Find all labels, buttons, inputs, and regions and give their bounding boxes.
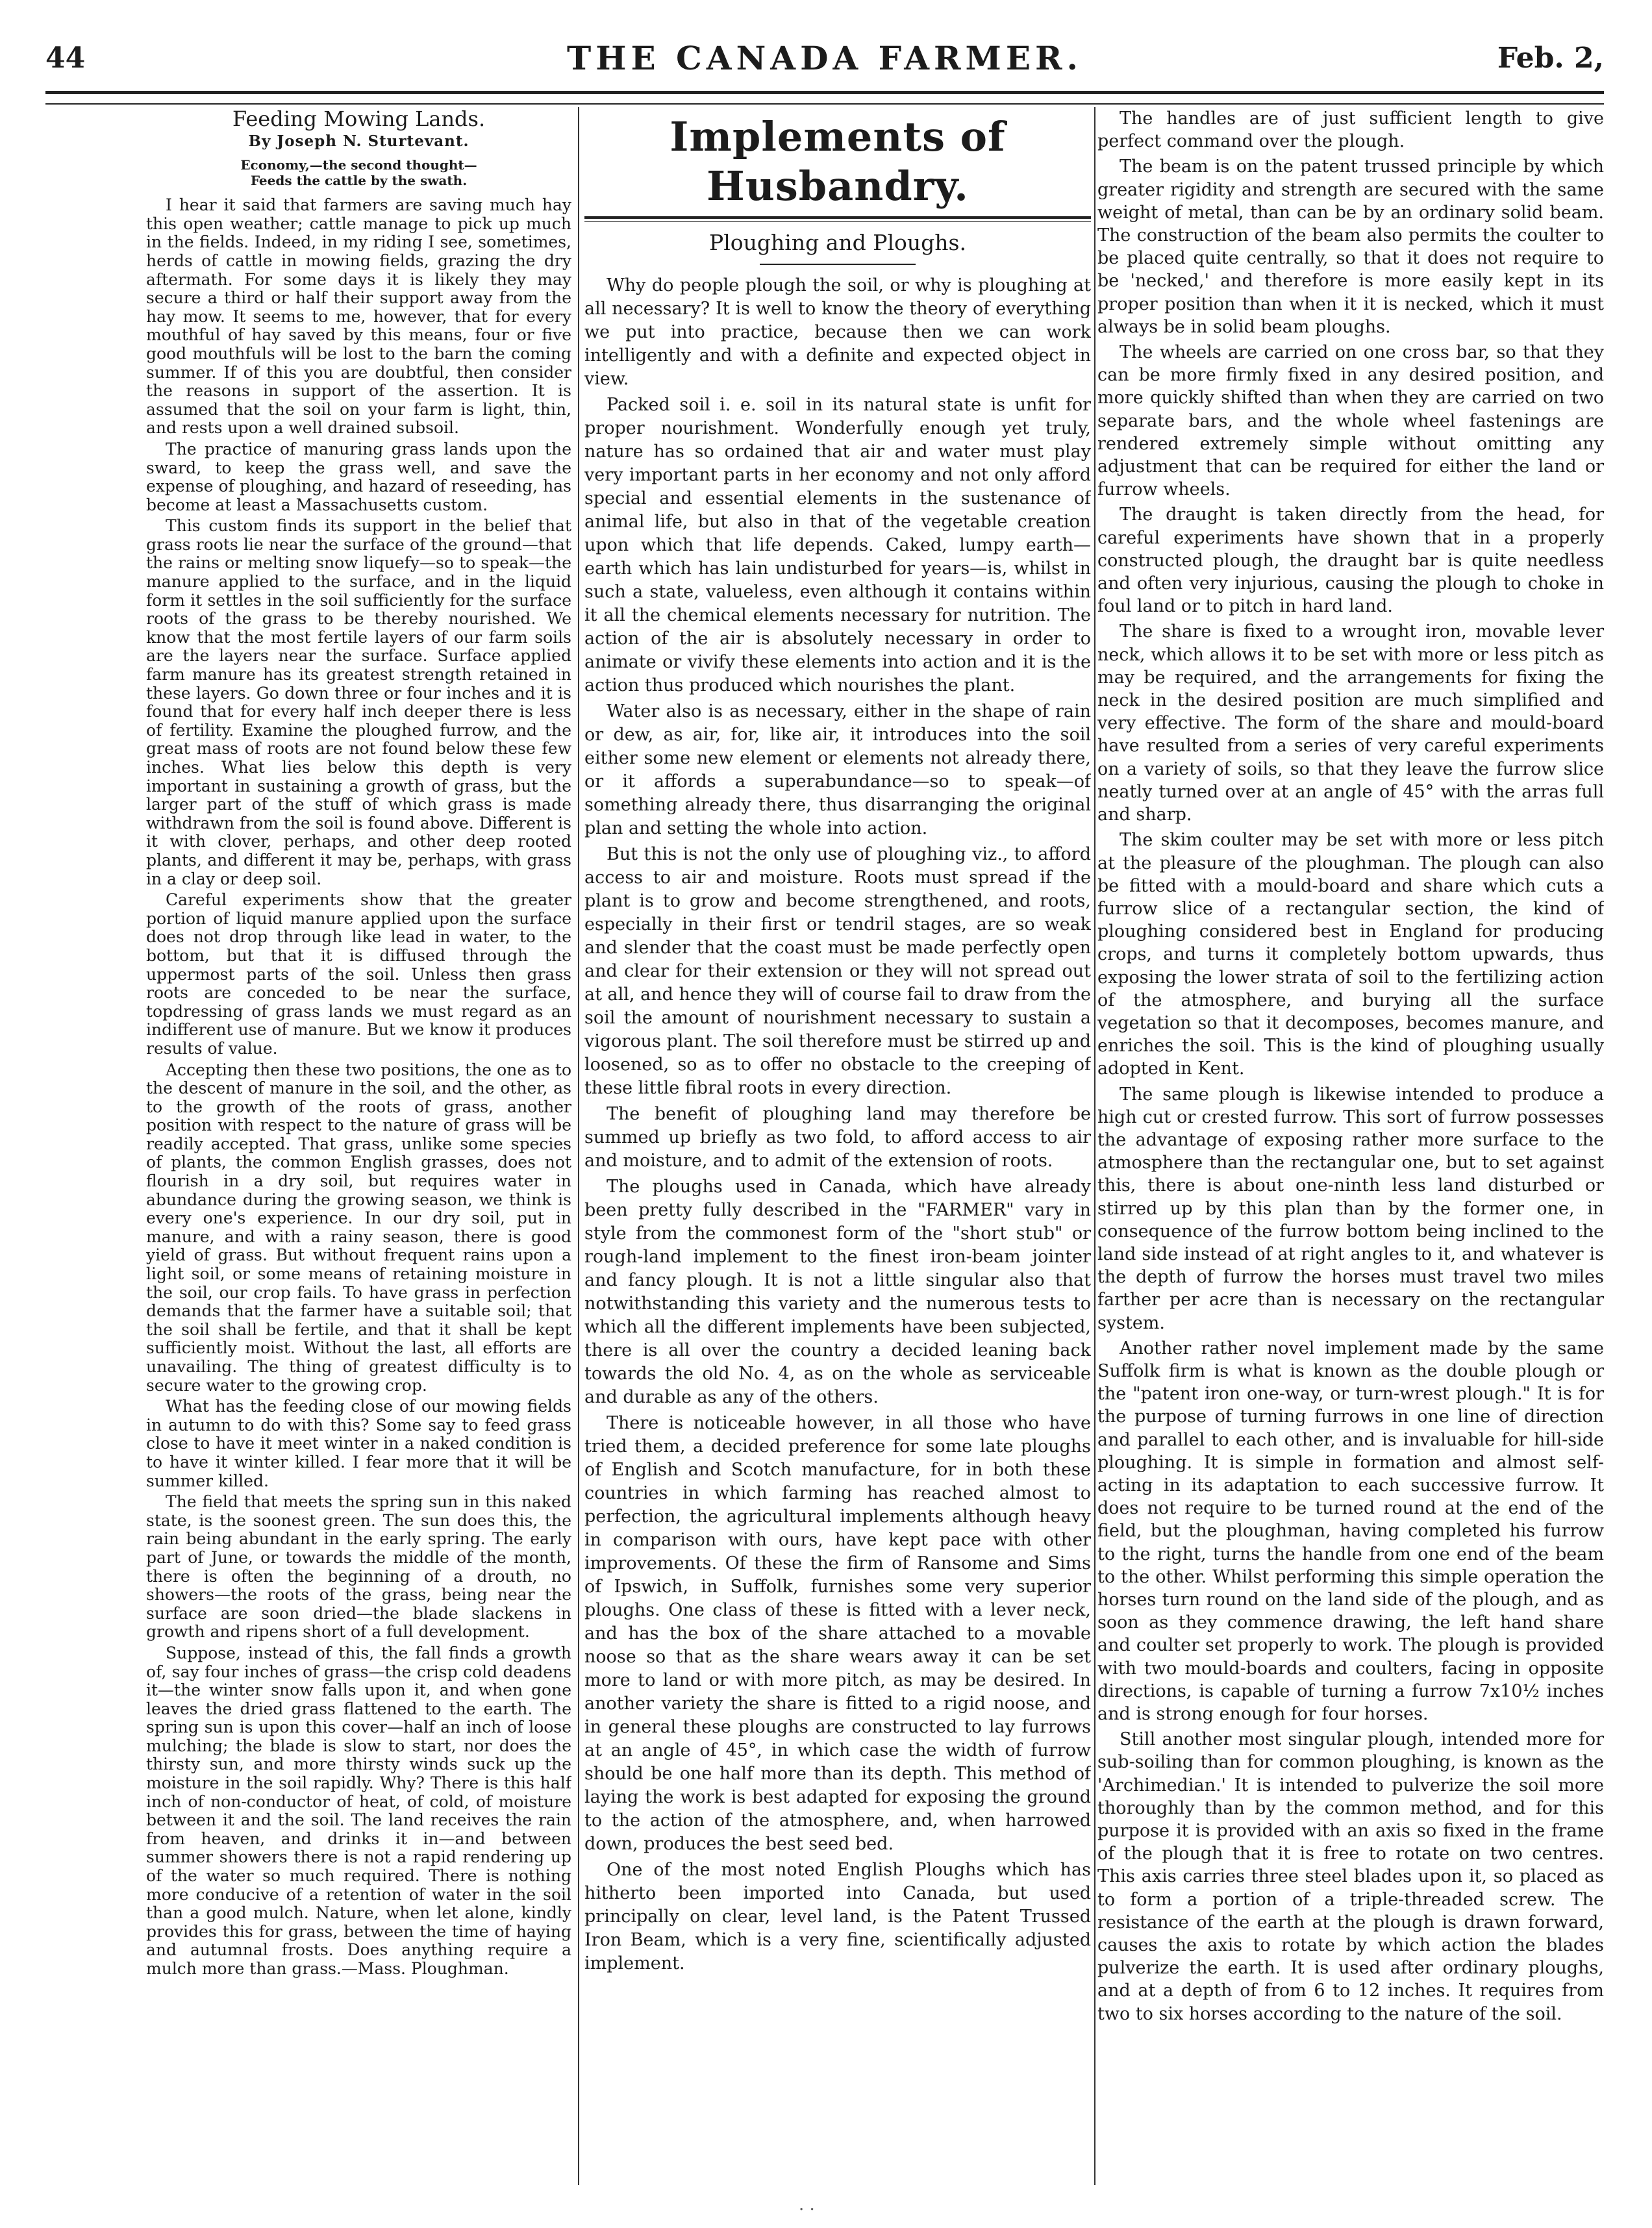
paragraph: The beam is on the patent trussed principle by which greater rigidity and strength are secured with the same weight of metal, than can be by an ordinary solid beam. The construction of the beam also permits the coulter to be placed quite centrally, so that it does not require to be 'necked,' and therefore is more easily kept in its proper position than when it it is necked, which it must always be in solid beam ploughs. bbox=[1097, 156, 1604, 337]
paragraph: Careful experiments show that the greater portion of liquid manure applied upon the surface does not drop through like lead in water, to the bottom, but that it is diffused through the uppermost parts of the soil. Unless then grass roots are conceded to be near the surface, topdressing of grass lands we must regard as an indifferent use of manure. But we know it produces results of value. bbox=[146, 890, 571, 1058]
paragraph: Still another most singular plough, intended more for sub-soiling than for common ploughing, is known as the 'Archimedian.' It is intended to pulverize the soil more thoroughly than by the common method, and for this purpose it is provided with an axis so fixed in the frame of the plough that it is free to rotate on two centres. This axis carries three steel blades upon it, so placed as to form a portion of a triple-threaded screw. The resistance of the earth at the plough is drawn forward, causes the axis to rotate by which action the blades pulverize the earth. It is used after ordinary ploughs, and at a depth of from 6 to 12 inches. It requires from two to six horses according to the nature of the soil. bbox=[1097, 1729, 1604, 2024]
epigraph-line-1: Economy,—the second thought— bbox=[240, 157, 477, 173]
paragraph: Another rather novel implement made by the same Suffolk firm is what is known as the double plough or the "patent iron one-way, or turn-wrest plough." It is for the purpose of turning furrows in one line of direction and parallel to each other, and is invaluable for hill-side ploughing. It is simple in formation and almost self-acting in its adaptation to each successive furrow. It does not require to be turned round at the end of the field, but the ploughman, having completed his furrow to the right, turns the handle from one end of the beam to the other. Whilst performing this simple operation the horses turn round on the land side of the plough, and as soon as they commence drawing, the left hand share and coulter set properly to work. The plough is provided with two mould-boards and coulters, facing in opposite directions, is capable of turning a furrow 7x10½ inches and is strong enough for four horses. bbox=[1097, 1338, 1604, 1725]
issue-date: Feb. 2, bbox=[1497, 42, 1604, 75]
paragraph: Why do people plough the soil, or why is ploughing at all necessary? It is well to know the theory of everything we put into practice, because then we can work intelligently and with a definite and expected object in view. bbox=[584, 275, 1091, 389]
paragraph: The ploughs used in Canada, which have already been pretty fully described in the "FARMER" vary in style from the commonest form of the "short stub" or rough-land implement to the finest iron-beam jointer and fancy plough. It is not a little singular also that notwithstanding this variety and the numerous tests to which all the different implements have been subjected, there is all over the country a decided leaning back towards the old No. 4, as on the whole as serviceable and durable as any of the others. bbox=[584, 1177, 1091, 1407]
paragraph: The benefit of ploughing land may therefore be summed up briefly as two fold, to afford access to air and moisture, and to admit of the extension of roots. bbox=[584, 1104, 1091, 1171]
paragraph: But this is not the only use of ploughing viz., to afford access to air and moisture. Roots must spread if the plant is to grow and become strengthened, and roots, especially in their first or tendril stages, are so weak and slender that the coast must be made perfectly open and clear for their extension or they will not spread out at all, and hence they will of course fail to draw from the soil the amount of nourishment necessary to sustain a vigorous plant. The soil therefore must be stirred up and loosened, so as to offer no obstacle to the creeping of these little fibral roots in every direction. bbox=[584, 844, 1091, 1098]
paragraph: The practice of manuring grass lands upon the sward, to keep the grass well, and save the expense of ploughing, and hazard of reseeding, has become at least a Massachusetts custom. bbox=[146, 439, 571, 514]
masthead-rule bbox=[45, 91, 1604, 105]
article-title-feeding-mowing-lands: Feeding Mowing Lands. bbox=[232, 107, 486, 131]
paragraph: The wheels are carried on one cross bar, so that they can be more firmly fixed in any desired position, and more quickly shifted than when they are carried on two separate bars, and the whole wheel fastenings are rendered extremely simple without omitting any adjustment that can be required for either the land or furrow wheels. bbox=[1097, 342, 1604, 500]
newspaper-title: THE CANADA FARMER. bbox=[567, 39, 1083, 77]
article-title-ploughing: Ploughing and Ploughs. bbox=[709, 230, 966, 255]
column-1 bbox=[146, 107, 571, 2185]
paragraph: Accepting then these two positions, the one as to the descent of manure in the soil, and the other, as to the growth of the roots of grass, another position with respect to the nature of grass will be readily accepted. That grass, unlike some species of plants, the common English grasses, does not flourish in a dry soil, but requires water in abundance during the growing season, we think is every one's experience. In our dry soil, put in manure, and with a rainy season, there is good yield of grass. But without frequent rains upon a light soil, or some means of retaining moisture in the soil, our crop fails. To have grass in perfection demands that the farmer have a suitable soil; that the soil shall be fertile, and that it shall be kept sufficiently moist. Without the last, all efforts are unavailing. The thing of greatest difficulty is to secure water to the growing crop. bbox=[146, 1060, 571, 1395]
article-byline: By Joseph N. Sturtevant. bbox=[248, 132, 469, 150]
article-epigraph bbox=[146, 157, 571, 188]
section-rule bbox=[584, 216, 1091, 222]
title-rule bbox=[760, 264, 916, 265]
paragraph: This custom finds its support in the belief that grass roots lie near the surface of the ground—that the rains or melting snow liquefy—so to speak—the manure applied to the surface, and in the liquid form it settles in the soil sufficiently for the surface roots of the grass to be thereby nourished. We know that the most fertile layers of our farm soils are the layers near the surface. Surface applied farm manure has its greatest strength retained in these layers. Go down three or four inches and it is found that for every half inch deeper there is less of fertility. Examine the ploughed furrow, and the great mass of roots are not found below these few inches. What lies below this depth is very important in sustaining a growth of grass, but the larger part of the stuff of which grass is made withdrawn from the soil is found above. Different is it with clover, perhaps, and other deep rooted plants, and different it may be, perhaps, with grass in a clay or deep soil. bbox=[146, 516, 571, 888]
paragraph: There is noticeable however, in all those who have tried them, a decided preference for some late ploughs of English and Scotch manufacture, for in both these countries in which farming has reached almost to perfection, the agricultural implements although heavy in comparison with ours, have kept pace with other improvements. Of these the firm of Ransome and Sims of Ipswich, in Suffolk, furnishes some very superior ploughs. One class of these is fitted with a lever neck, and has the box of the share attached to a movable noose so that as the share wears away it can be set more to land or with more pitch, as may be desired. In another variety the share is fitted to a rigid noose, and in general these ploughs are constructed to lay furrows at an angle of 45°, in which case the width of furrow should be one half more than its depth. This method of laying the work is best adapted for exposing the ground to the action of the atmosphere, and, when harrowed down, produces the best seed bed. bbox=[584, 1413, 1091, 1854]
footer-mark: · · bbox=[799, 2200, 815, 2220]
column-2 bbox=[584, 107, 1091, 2185]
page-number: 44 bbox=[45, 42, 86, 75]
section-title: Implements of Husbandry. bbox=[670, 113, 1006, 210]
epigraph-line-2: Feeds the cattle by the swath. bbox=[250, 173, 468, 189]
paragraph: Packed soil i. e. soil in its natural state is unfit for proper nourishment. Wonderfully enough yet truly, nature has so ordained that air and water must play very important parts in her economy and not only afford special and essential elements in the sustenance of animal life, but also in that of the vegetable creation upon which that life depends. Caked, lumpy earth— earth which has lain undisturbed for years—is, whilst in such a state, valueless, even although it contains within it all the chemical elements necessary for nutrition. The action of the air is absolutely necessary in order to animate or vivify these elements into action and it is the action thus produced which nourishes the plant. bbox=[584, 395, 1091, 695]
masthead bbox=[45, 32, 1604, 91]
paragraph: The same plough is likewise intended to produce a high cut or crested furrow. This sort of furrow possesses the advantage of exposing rather more surface to the atmosphere than the rectangular one, but to set against this, there is about one-ninth less land disturbed or stirred up by this plan than by the former one, in consequence of the furrow bottom being inclined to the land side instead of at right angles to it, and whatever is the depth of furrow the horses must travel two miles farther per acre than is necessary on the rectangular system. bbox=[1097, 1084, 1604, 1333]
paragraph: Water also is as necessary, either in the shape of rain or dew, as air, for, like air, it introduces into the soil either some new element or elements not already there, or it affords a superabundance—so to speak—of something already there, thus disarranging the original plan and setting the whole into action. bbox=[584, 701, 1091, 838]
paragraph: Suppose, instead of this, the fall finds a growth of, say four inches of grass—the crisp cold deadens it—the winter snow falls upon it, and when gone leaves the dried grass flattened to the earth. The spring sun is upon this cover—half an inch of loose mulching; the blade is slow to start, nor does the thirsty sun, and more thirsty winds suck up the moisture in the soil rapidly. Why? There is this half inch of non-conductor of heat, of cold, of moisture between it and the soil. The land receives the rain from heaven, and drinks it in—and between summer showers there is not a rapid rendering up of the water so much required. There is nothing more conducive of a retention of water in the soil than a good mulch. Nature, when let alone, kindly provides this for grass, between the time of haying and autumnal frosts. Does anything require a mulch more than grass.—Mass. Ploughman. bbox=[146, 1643, 571, 1978]
paragraph: What has the feeding close of our mowing fields in autumn to do with this? Some say to feed grass close to have it meet winter in a naked condition is to have it winter killed. I fear more that it will be summer killed. bbox=[146, 1397, 571, 1490]
paragraph: The share is fixed to a wrought iron, movable lever neck, which allows it to be set with more or less pitch as may be required, and the arrangements for fixing the neck in the desired position are much simplified and very effective. The form of the share and mould-board have resulted from a series of very careful experiments on a variety of soils, so that they leave the furrow slice neatly turned over at an angle of 45° with the arras full and sharp. bbox=[1097, 621, 1604, 825]
paragraph: I hear it said that farmers are saving much hay this open weather; cattle manage to pick up much in the fields. Indeed, in my riding I see, sometimes, herds of cattle in mowing fields, grazing the dry aftermath. For some days it is likely they may secure a third or half their support away from the hay mow. It seems to me, however, that for every mouthful of hay saved by this means, four or five good mouthfuls will be lost to the barn the coming summer. If of this you are doubtful, then consider the reasons in support of the assertion. It is assumed that the soil on your farm is light, thin, and rests upon a well drained subsoil. bbox=[146, 195, 571, 438]
column-divider-1 bbox=[578, 107, 579, 2185]
paragraph: The handles are of just sufficient length to give perfect command over the plough. bbox=[1097, 108, 1604, 152]
column-3 bbox=[1097, 107, 1604, 2185]
paragraph: One of the most noted English Ploughs which has hitherto been imported into Canada, but used principally on clear, level land, is the Patent Trussed Iron Beam, which is a very fine, scientifically adjusted implement. bbox=[584, 1860, 1091, 1973]
paragraph: The skim coulter may be set with more or less pitch at the pleasure of the ploughman. The plough can also be fitted with a mould-board and share which cuts a furrow slice of a rectangular section, the kind of ploughing considered best in England for producing crops, and turns it completely bottom upwards, thus exposing the lower strata of soil to the fertilizing action of the atmosphere, and burying all the surface vegetation so that it decomposes, becomes manure, and enriches the soil. This is the kind of ploughing usually adopted in Kent. bbox=[1097, 830, 1604, 1079]
column-divider-2 bbox=[1094, 107, 1095, 2185]
paragraph: The field that meets the spring sun in this naked state, is the soonest green. The sun does this, the rain being abundant in the early spring. The early part of June, or towards the middle of the month, there is often the beginning of a drouth, no showers—the roots of the grass, being near the surface are soon dried—the blade slackens in growth and ripens short of a full development. bbox=[146, 1492, 571, 1642]
paragraph: The draught is taken directly from the head, for careful experiments have shown that in a properly constructed plough, the draught bar is quite needless and often very injurious, causing the plough to choke in foul land or to pitch in hard land. bbox=[1097, 505, 1604, 617]
